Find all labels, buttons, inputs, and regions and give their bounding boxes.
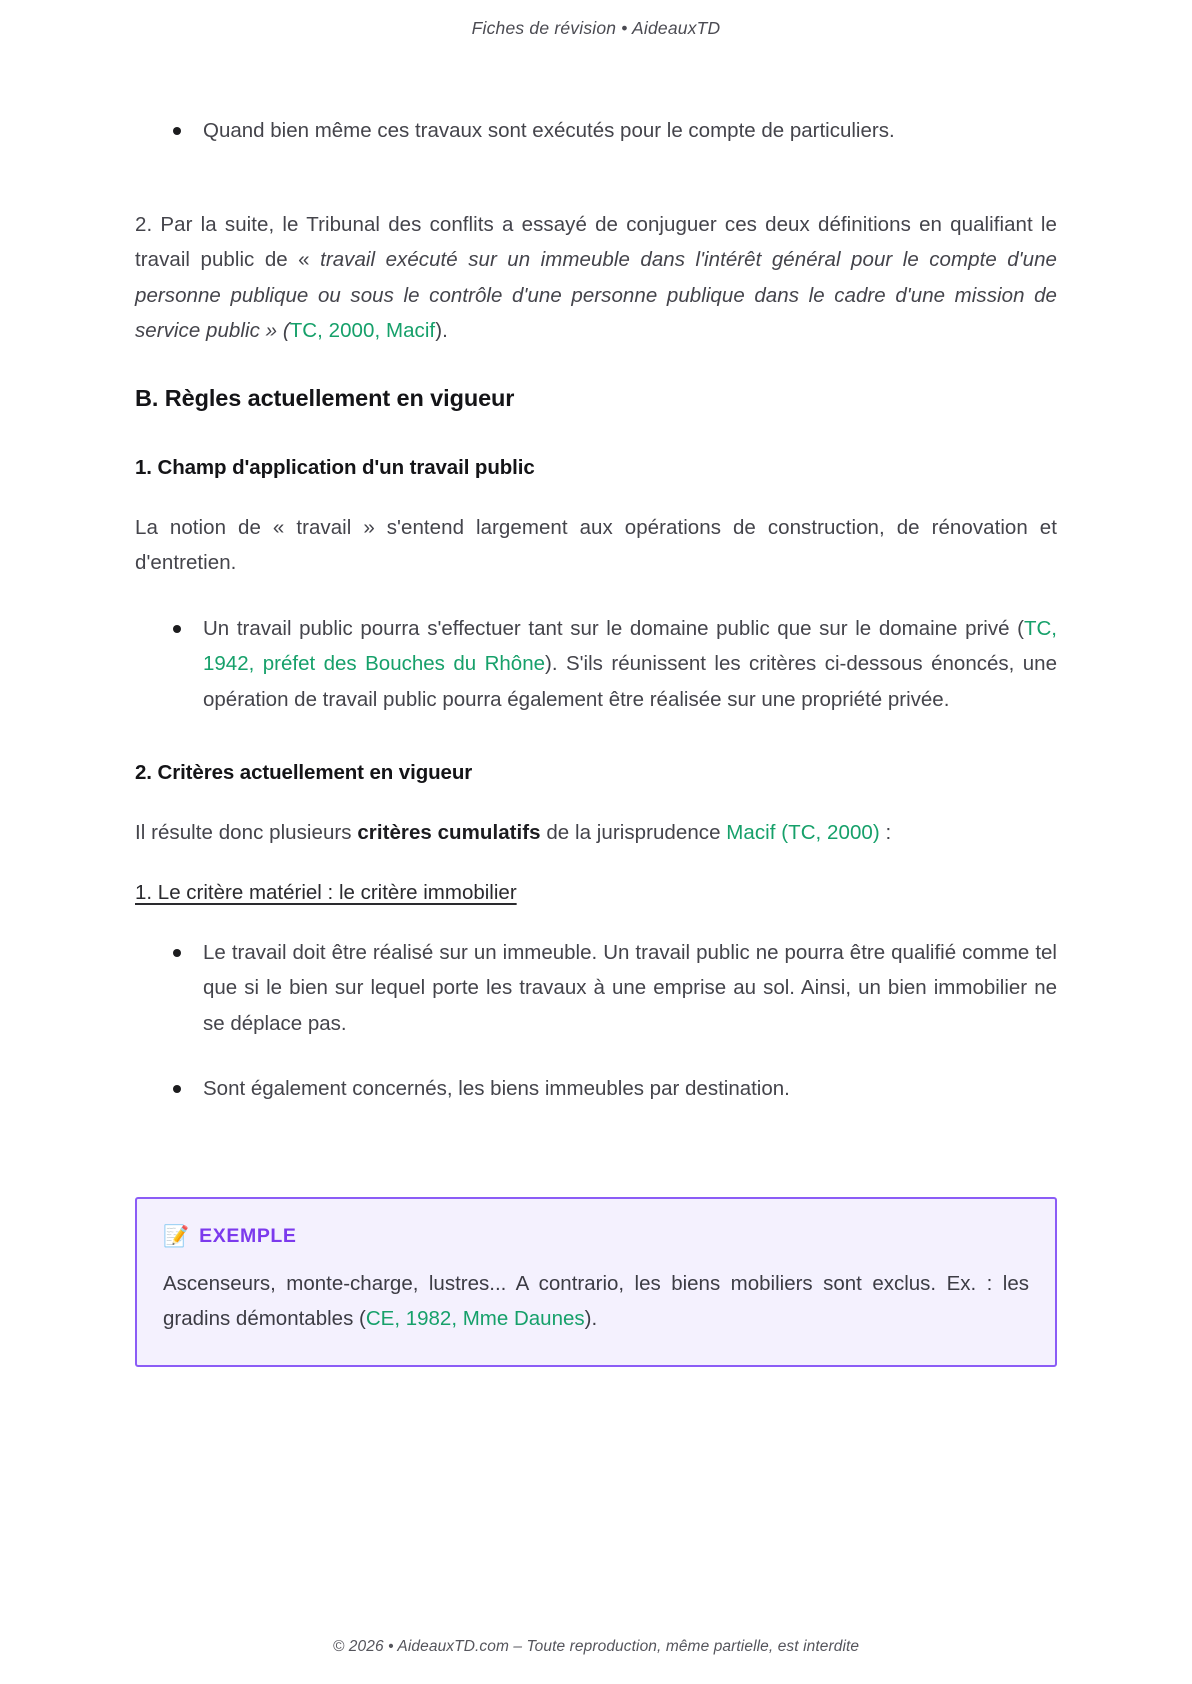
memo-icon: 📝 <box>163 1224 190 1248</box>
citation-tc-1942-prefet: TC, 1942, préfet des Bouches du Rhône <box>203 616 1057 675</box>
spacer <box>135 785 1057 815</box>
citation-ce-1982-daunes: CE, 1982, Mme Daunes <box>365 1307 585 1330</box>
running-header: Fiches de révision • AideauxTD <box>471 18 721 38</box>
paragraph-definition <box>135 207 1057 349</box>
definition-tail: ). <box>435 319 448 342</box>
citation-tc-2000-macif: TC, 2000, Macif <box>289 319 436 342</box>
bullet-domaine-lead: Un travail public pourra s'effectuer tant sur le domaine public que sur le domaine privé ( <box>203 616 1024 640</box>
spacer <box>135 480 1057 510</box>
criteres-mid: de la jurisprudence <box>540 821 727 844</box>
bullet-domaine-tail: ). S'ils réunissent les critères ci-dessous énoncés, une opération de travail public pourra également être réalisée sur une propriété privée. <box>203 652 1057 711</box>
heading-b2-criteres: 2. Critères actuellement en vigueur <box>135 761 473 784</box>
list-item <box>135 935 1057 1042</box>
subheading-critere-materiel: 1. Le critère matériel : le critère immobilier <box>135 880 517 904</box>
callout-body <box>163 1266 1029 1337</box>
spacer <box>135 412 1057 456</box>
list-item <box>135 113 1057 149</box>
criteres-tail: : <box>879 821 892 844</box>
bullet-text-destination: Sont également concernés, les biens immeubles par destination. <box>203 1077 790 1100</box>
heading-b1-champ-application: 1. Champ d'application d'un travail public <box>135 455 535 479</box>
list-item <box>135 611 1057 718</box>
definition-after-quote: » ( <box>259 319 290 342</box>
callout-exemple <box>135 1197 1057 1367</box>
document-content <box>0 113 1192 1684</box>
definition-quote: travail exécuté sur un immeuble dans l'intérêt général pour le compte d'une personne publique ou sous le contrôle d'une personne publique dans le cadre d'une mission de service public <box>135 248 1057 342</box>
callout-title: EXEMPLE <box>199 1224 297 1247</box>
spacer <box>135 1107 1057 1197</box>
page-footer: © 2026 • AideauxTD.com – Toute reproduction, même partielle, est interdite <box>332 1638 860 1655</box>
citation-macif-tc-2000: Macif (TC, 2000) <box>726 821 880 844</box>
definition-lead: 2. Par la suite, le Tribunal des conflits a essayé de conjuguer ces deux définitions en qualifiant le travail public de « <box>135 212 1057 271</box>
callout-lead: Ascenseurs, monte-charge, lustres... A contrario, les biens mobiliers sont exclus. Ex. : les gradins démontables ( <box>163 1271 1029 1330</box>
bullet-text-quand-bien-meme: Quand bien même ces travaux sont exécutés pour le compte de particuliers. <box>203 119 895 142</box>
bullet-list-criteres <box>135 935 1057 1107</box>
heading-b-regles: B. Règles actuellement en vigueur <box>135 384 515 411</box>
spacer <box>135 905 1057 935</box>
list-item <box>135 1071 1057 1107</box>
spacer <box>135 717 1057 761</box>
bullet-list-domaine <box>135 611 1057 718</box>
callout-header <box>163 1225 1029 1248</box>
bullet-text-immeuble: Le travail doit être réalisé sur un immeuble. Un travail public ne pourra être qualifié comme tel que si le bien sur lequel porte les travaux à une emprise au sol. Ainsi, un bien immobilier ne se déplace pas. <box>203 940 1057 1035</box>
paragraph-criteres-cumulatifs <box>135 815 1057 851</box>
spacer <box>135 581 1057 611</box>
criteres-lead: Il résulte donc plusieurs <box>135 821 358 844</box>
spacer <box>135 349 1057 385</box>
bullet-list-top <box>135 113 1057 149</box>
spacer <box>135 149 1057 207</box>
paragraph-notion-travail: La notion de « travail » s'entend largement aux opérations de construction, de rénovation et d'entretien. <box>135 515 1057 574</box>
criteres-emphasis: critères cumulatifs <box>357 821 541 844</box>
spacer <box>135 851 1057 881</box>
callout-tail: ). <box>584 1307 598 1330</box>
